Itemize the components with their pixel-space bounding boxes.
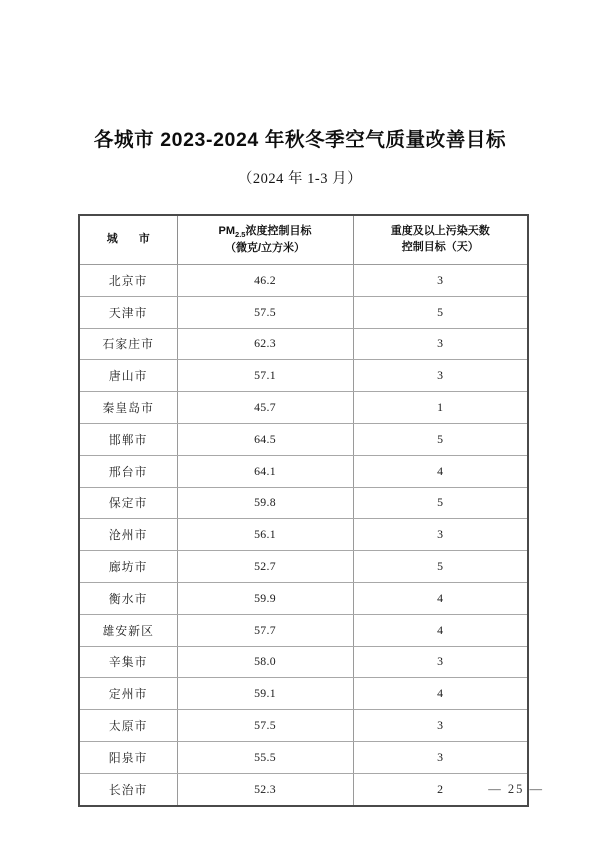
cell-pm25-target: 57.1 xyxy=(177,360,353,392)
cell-heavy-pollution-days: 3 xyxy=(353,646,528,678)
cell-heavy-pollution-days: 4 xyxy=(353,678,528,710)
cell-heavy-pollution-days: 1 xyxy=(353,392,528,424)
table-body xyxy=(79,265,528,806)
cell-heavy-pollution-days: 5 xyxy=(353,423,528,455)
cell-pm25-target: 56.1 xyxy=(177,519,353,551)
cell-city: 雄安新区 xyxy=(79,614,177,646)
cell-pm25-target: 52.7 xyxy=(177,551,353,583)
cell-pm25-target: 57.7 xyxy=(177,614,353,646)
table-row xyxy=(79,646,528,678)
page-subtitle: （2024 年 1-3 月） xyxy=(237,171,363,187)
pm25-subscript-text: 2.5 xyxy=(235,229,246,239)
cell-heavy-pollution-days: 5 xyxy=(353,487,528,519)
table-row xyxy=(79,773,528,805)
cell-pm25-target: 57.5 xyxy=(177,710,353,742)
cell-city: 阳泉市 xyxy=(79,741,177,773)
cell-heavy-pollution-days: 3 xyxy=(353,360,528,392)
table-row xyxy=(79,360,528,392)
cell-heavy-pollution-days: 3 xyxy=(353,741,528,773)
table-row xyxy=(79,423,528,455)
cell-city: 北京市 xyxy=(79,265,177,297)
cell-pm25-target: 64.1 xyxy=(177,455,353,487)
column-header-city: 城 市 xyxy=(79,215,177,265)
cell-city: 衡水市 xyxy=(79,582,177,614)
cell-pm25-target: 55.5 xyxy=(177,741,353,773)
pm25-prefix-text: PM xyxy=(218,224,236,237)
cell-city: 长治市 xyxy=(79,773,177,805)
cell-heavy-pollution-days: 4 xyxy=(353,582,528,614)
cell-pm25-target: 58.0 xyxy=(177,646,353,678)
cell-city: 廊坊市 xyxy=(79,551,177,583)
cell-pm25-target: 46.2 xyxy=(177,265,353,297)
cell-pm25-target: 45.7 xyxy=(177,392,353,424)
cell-city: 石家庄市 xyxy=(79,328,177,360)
cell-city: 邯郸市 xyxy=(79,423,177,455)
cell-heavy-pollution-days: 3 xyxy=(353,710,528,742)
page-title: 各城市 2023-2024 年秋冬季空气质量改善目标 xyxy=(93,129,507,151)
cell-heavy-pollution-days: 4 xyxy=(353,614,528,646)
table-row xyxy=(79,487,528,519)
pm25-label-line1 xyxy=(219,225,312,237)
cell-city: 保定市 xyxy=(79,487,177,519)
cell-city: 天津市 xyxy=(79,296,177,328)
cell-city: 邢台市 xyxy=(79,455,177,487)
table-row xyxy=(79,455,528,487)
cell-pm25-target: 59.8 xyxy=(177,487,353,519)
table-row xyxy=(79,614,528,646)
cell-heavy-pollution-days: 3 xyxy=(353,265,528,297)
table-row xyxy=(79,551,528,583)
table-row xyxy=(79,519,528,551)
table-row xyxy=(79,392,528,424)
air-quality-goals-table xyxy=(78,214,529,807)
cell-heavy-pollution-days: 2 xyxy=(353,773,528,805)
air-quality-goals-table-container xyxy=(78,214,527,807)
cell-heavy-pollution-days: 5 xyxy=(353,296,528,328)
cell-city: 唐山市 xyxy=(79,360,177,392)
cell-pm25-target: 52.3 xyxy=(177,773,353,805)
cell-city: 秦皇岛市 xyxy=(79,392,177,424)
table-row xyxy=(79,328,528,360)
page-number: — 25 — xyxy=(488,782,544,796)
cell-heavy-pollution-days: 3 xyxy=(353,519,528,551)
cell-heavy-pollution-days: 4 xyxy=(353,455,528,487)
pm25-unit-text: （微克/立方米） xyxy=(224,241,306,254)
cell-pm25-target: 62.3 xyxy=(177,328,353,360)
column-header-pm25 xyxy=(177,215,353,265)
table-row xyxy=(79,741,528,773)
cell-pm25-target: 59.9 xyxy=(177,582,353,614)
cell-pm25-target: 57.5 xyxy=(177,296,353,328)
table-row xyxy=(79,582,528,614)
table-header xyxy=(79,215,528,265)
cell-heavy-pollution-days: 3 xyxy=(353,328,528,360)
cell-heavy-pollution-days: 5 xyxy=(353,551,528,583)
column-header-heavy-pollution-days xyxy=(353,215,528,265)
cell-city: 太原市 xyxy=(79,710,177,742)
table-row xyxy=(79,265,528,297)
table-row xyxy=(79,710,528,742)
cell-city: 沧州市 xyxy=(79,519,177,551)
cell-pm25-target: 64.5 xyxy=(177,423,353,455)
cell-pm25-target: 59.1 xyxy=(177,678,353,710)
cell-city: 定州市 xyxy=(79,678,177,710)
heavy-days-line2-text: 控制目标（天） xyxy=(401,241,479,253)
pm25-rest-text: 浓度控制目标 xyxy=(245,224,312,237)
table-header-row xyxy=(79,215,528,265)
heavy-days-line1-text: 重度及以上污染天数 xyxy=(390,225,490,238)
table-row xyxy=(79,296,528,328)
table-row xyxy=(79,678,528,710)
cell-city: 辛集市 xyxy=(79,646,177,678)
